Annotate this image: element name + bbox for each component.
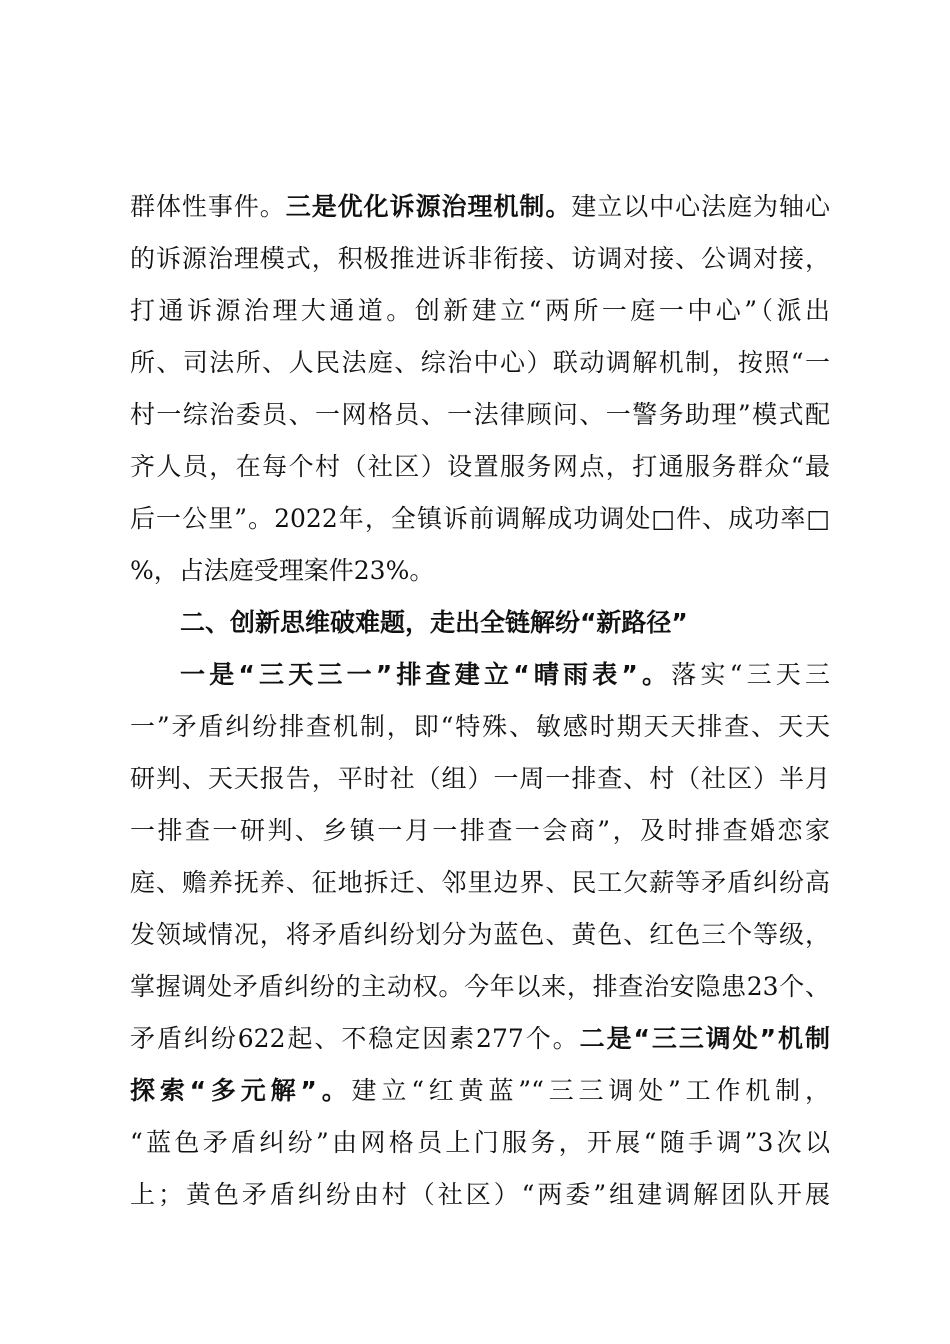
paragraph-line: 的诉源治理模式，积极推进诉非衔接、访调对接、公调对接， [130, 244, 830, 273]
paragraph-line: 后一公里”。2022年，全镇诉前调解成功调处□件、成功率□ [130, 504, 830, 533]
paragraph-line: 打通诉源治理大通道。创新建立“两所一庭一中心”（派出 [130, 296, 830, 325]
paragraph-line [130, 185, 830, 229]
paragraph-line: “蓝色矛盾纠纷”由网格员上门服务，开展“随手调”3次以 [130, 1128, 830, 1157]
paragraph-line: 齐人员，在每个村（社区）设置服务网点，打通服务群众“最 [130, 452, 830, 481]
bold-lead-sentence: 三是优化诉源治理机制。 [285, 192, 572, 221]
bold-lead-sentence: 一是“三天三一”排查建立“晴雨表”。 [180, 660, 672, 689]
paragraph-line: %，占法庭受理案件23%。 [130, 556, 435, 585]
paragraph-line: 庭、赡养抚养、征地拆迁、邻里边界、民工欠薪等矛盾纠纷高 [130, 868, 830, 897]
text-run: 建立以中心法庭为轴心 [571, 192, 830, 221]
paragraph-line: 所、司法所、人民法庭、综治中心）联动调解机制，按照“一 [130, 348, 830, 377]
text-run: 矛盾纠纷622起、不稳定因素277个。 [130, 1024, 580, 1053]
paragraph-line: 一排查一研判、乡镇一月一排查一会商”，及时排查婚恋家 [130, 816, 830, 845]
paragraph-line: 掌握调处矛盾纠纷的主动权。今年以来，排查治安隐患23个、 [130, 972, 830, 1001]
bold-lead-sentence: 探索“多元解”。 [130, 1076, 352, 1105]
text-run: 建立“红黄蓝”“三三调处”工作机制， [351, 1076, 830, 1105]
paragraph-line [130, 1017, 830, 1061]
section-heading: 二、创新思维破难题，走出全链解纷“新路径” [180, 608, 688, 637]
bold-lead-sentence: 二是“三三调处”机制 [579, 1024, 830, 1053]
paragraph-line [130, 1069, 830, 1113]
paragraph-line [130, 653, 830, 697]
text-run: 落实“三天三 [671, 660, 830, 689]
paragraph-line: 村一综治委员、一网格员、一法律顾问、一警务助理”模式配 [130, 400, 830, 429]
paragraph-line: 研判、天天报告，平时社（组）一周一排查、村（社区）半月 [130, 764, 830, 793]
paragraph-line: 发领域情况，将矛盾纠纷划分为蓝色、黄色、红色三个等级， [130, 920, 830, 949]
paragraph-line: 一”矛盾纠纷排查机制，即“特殊、敏感时期天天排查、天天 [130, 712, 830, 741]
text-run: 群体性事件。 [130, 192, 286, 221]
paragraph-line: 上；黄色矛盾纠纷由村（社区）“两委”组建调解团队开展 [130, 1180, 830, 1209]
